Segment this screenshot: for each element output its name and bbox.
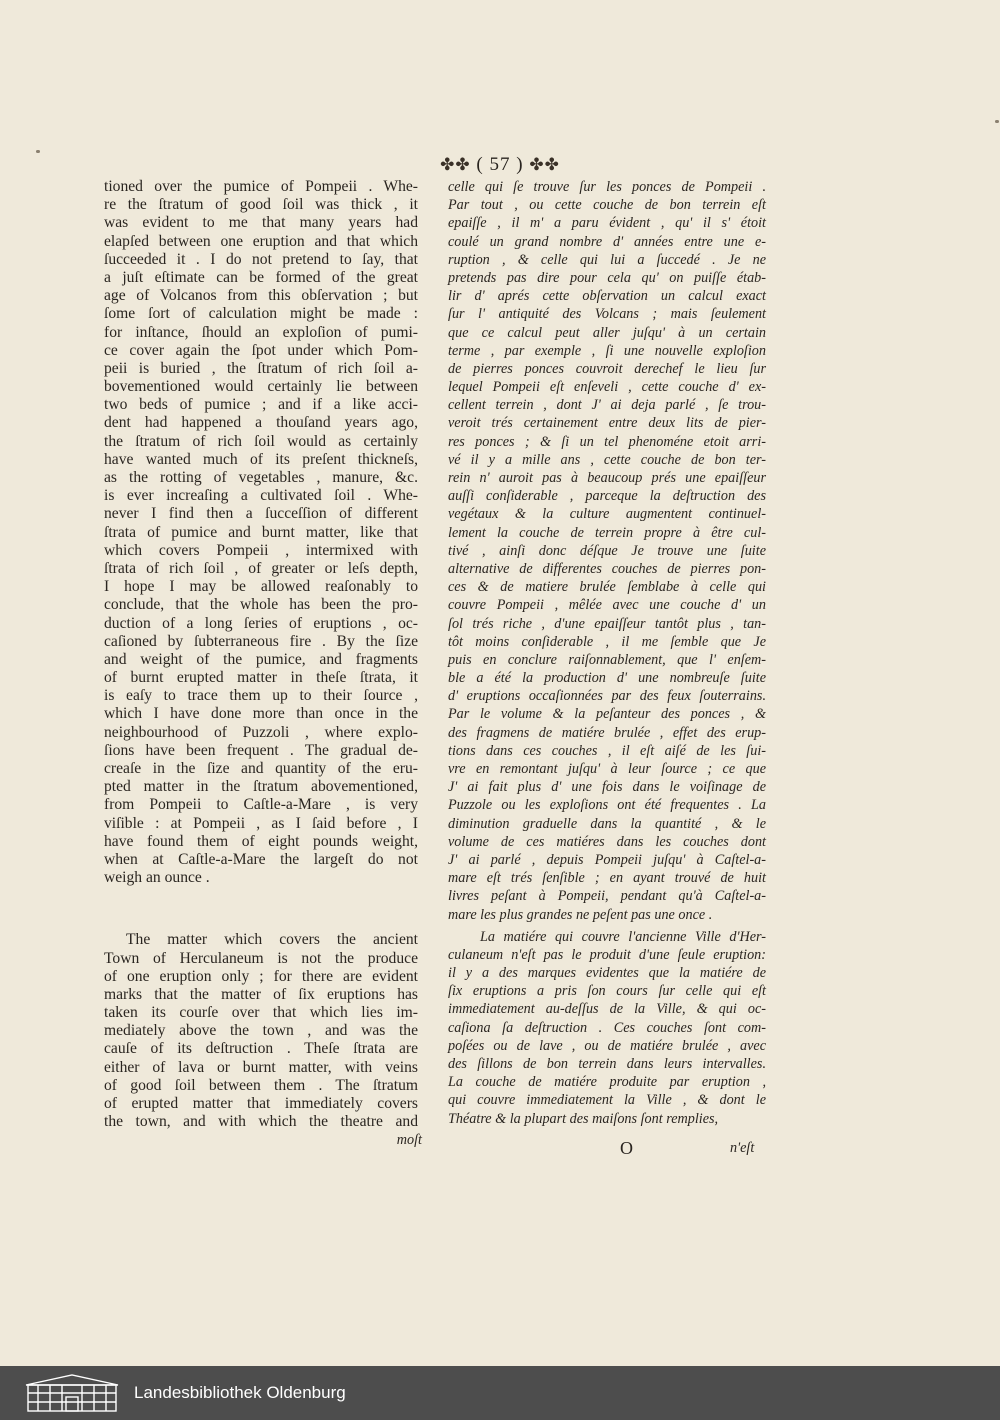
library-name: Landesbibliothek Oldenburg bbox=[134, 1383, 346, 1402]
text-line: vre en remontant juſqu' à leur ſource ; ce que bbox=[448, 761, 766, 777]
text-line: ſix eruptions a pris ſon cours ſur celle qui eſt bbox=[448, 983, 766, 1000]
text-line: a juſt eſtimate can be formed of the great bbox=[104, 268, 418, 286]
text-line: duction of a long ſeries of eruptions , oc- bbox=[104, 614, 418, 632]
text-line: which covers Pompeii , intermixed with bbox=[104, 541, 418, 559]
text-line: lir d' aprés cette obſervation un calcul exact bbox=[448, 288, 766, 305]
text-line: weigh an ounce . bbox=[104, 869, 210, 887]
text-line: vegétaux & la culture augmentent continuel- bbox=[448, 506, 766, 523]
text-line: ruption , & celle qui lui a ſuccedé . Je ne bbox=[448, 251, 766, 268]
text-line: volume de ces matiéres dans les couches dont bbox=[448, 833, 766, 850]
text-line: lement la couche de terrein propre à être cul- bbox=[448, 524, 766, 541]
text-line: Puzzole ou les exploſions ont été frequentes . La bbox=[448, 797, 766, 814]
text-line: mare eſt trés ſenſible ; en ayant trouvé de huit bbox=[448, 870, 766, 887]
french-column bbox=[448, 178, 766, 1128]
text-line: La couche de matiére produite par eruption , bbox=[448, 1074, 766, 1091]
text-line: of one eruption only ; for there are evident bbox=[104, 967, 418, 985]
text-line: caſiona ſa deſtruction . Ces couches ſont com- bbox=[448, 1019, 766, 1036]
text-line: as the rotting of vegetables , manure, &c. bbox=[104, 469, 418, 486]
text-line: ſur l' antiquité des Volcans ; mais ſeulement bbox=[448, 306, 766, 323]
text-line: from Pompeii to Caſtle-a-Mare , is very bbox=[104, 796, 418, 814]
catchword: n'eſt bbox=[730, 1140, 755, 1156]
text-line: moſt bbox=[396, 1132, 422, 1149]
ornament-left-icon: ✤ bbox=[455, 155, 471, 174]
text-line: immediatement au-deſſus de la Ville, & qui oc- bbox=[448, 1001, 766, 1018]
text-line: J' ai parlé , depuis Pompeii juſqu' à Caſtel-a- bbox=[448, 851, 766, 868]
text-line: Town of Herculaneum is not the produce bbox=[104, 949, 418, 967]
text-line: que ce calcul peut aller juſqu' à un certain bbox=[448, 324, 766, 341]
text-line: taken its courſe over that which lies im- bbox=[104, 1004, 418, 1022]
ornament-left-icon: ✤ bbox=[440, 155, 456, 174]
text-line: I hope I may be allowed reaſonably to bbox=[104, 578, 418, 596]
signature-mark: O bbox=[620, 1138, 633, 1158]
text-line: des fragmens de matiére brulée , effet des erup- bbox=[448, 724, 766, 741]
text-line: dent had happened a thouſand years ago, bbox=[104, 414, 418, 432]
text-line: diminution graduelle dans la quantité , & le bbox=[448, 815, 766, 832]
text-line: ce cover again the ſpot under which Pom- bbox=[104, 341, 418, 359]
text-line: either of lava or burnt matter, with veins bbox=[104, 1058, 418, 1076]
text-line: epaiſſe , il m' a paru évident , qu' il s' étoit bbox=[448, 215, 766, 232]
text-line: is ever increaſing a cultivated ſoil . Whe- bbox=[104, 487, 418, 505]
text-line: poſées ou de lave , ou de matiére brulée , avec bbox=[448, 1037, 766, 1054]
text-line: re the ſtratum of good ſoil was thick , it bbox=[104, 196, 418, 214]
text-line: celle qui ſe trouve ſur les ponces de Pompeii . bbox=[448, 179, 766, 195]
text-line: puis en conclure raiſonnablement, que l' enſem- bbox=[448, 651, 766, 668]
library-building-icon bbox=[22, 1373, 122, 1413]
text-line: caſioned by ſubterraneous fire . By the ſize bbox=[104, 632, 418, 650]
text-line: ſions have been frequent . The gradual de- bbox=[104, 741, 418, 759]
text-line: couvre Pompeii , mêlée avec une couche d' un bbox=[448, 597, 766, 614]
text-line: never I find then a ſucceſſion of different bbox=[104, 505, 418, 523]
text-line: ſucceeded it . I do not pretend to ſay, that bbox=[104, 250, 418, 268]
text-line: livres peſant à Pompeii, pendant qu'à Caſtel-a- bbox=[448, 888, 766, 905]
text-line: vé il y a mille ans , cette couche de bon ter- bbox=[448, 451, 766, 468]
text-line: lequel Pompeii eſt enſeveli , cette couche d' ex- bbox=[448, 379, 766, 396]
text-line: peii is buried , the ſtratum of rich ſoil a- bbox=[104, 359, 418, 377]
text-line: il y a des marques evidentes que la matiére de bbox=[448, 965, 766, 982]
text-line: res ponces ; & ſi un tel phenoméne etoit arri- bbox=[448, 433, 766, 450]
text-line: Par le volume & la peſanteur des ponces , & bbox=[448, 706, 766, 723]
text-line: tôt moins conſiderable , il me ſemble que Je bbox=[448, 633, 766, 650]
text-line: veroit trés certainement entre deux lits de pier- bbox=[448, 415, 766, 432]
text-line: is eaſy to trace them up to their ſource , bbox=[104, 687, 418, 705]
text-line: was evident to me that many years had bbox=[104, 214, 418, 232]
page-number: ( 57 ) bbox=[476, 154, 524, 175]
text-line: ſol trés riche , d'une epaiſſeur tantôt plus , tan- bbox=[448, 615, 766, 632]
ornament-right-icon: ✤ bbox=[544, 155, 560, 174]
text-line: have wanted much of its preſent thickneſs, bbox=[104, 450, 418, 468]
text-line: tioned over the pumice of Pompeii . Whe- bbox=[104, 178, 418, 195]
text-line: conclude, that the whole has been the pro- bbox=[104, 596, 418, 614]
text-line: which I have done more than once in the bbox=[104, 705, 418, 723]
text-line: bovementioned would certainly lie between bbox=[104, 378, 418, 396]
text-line: tions dans ces couches , il eſt aiſé de les ſui- bbox=[448, 742, 766, 759]
text-line: neighbourhood of Puzzoli , where explo- bbox=[104, 723, 418, 741]
text-line: ble a été la production d' une nombreuſe ſuite bbox=[448, 670, 766, 687]
text-line: viſible : at Pompeii , as I ſaid before , I bbox=[104, 814, 418, 832]
text-line: pretends pas dire pour cela qu' on puiſſe étab- bbox=[448, 269, 766, 286]
text-line: auſſi conſiderable , parceque la deſtruction des bbox=[448, 488, 766, 505]
text-line: J' ai fait plus d' une fois dans le voiſinage de bbox=[448, 779, 766, 796]
edge-speck bbox=[995, 120, 999, 123]
text-line: mare les plus grandes ne peſent pas une once . bbox=[448, 906, 713, 923]
text-line: the town, and with which the theatre and bbox=[104, 1113, 418, 1131]
text-line: cellent terrein , dont J' ai deja parlé , ſe trou- bbox=[448, 397, 766, 414]
text-line: Théatre & la plupart des maiſons ſont remplies, bbox=[448, 1110, 719, 1127]
text-line: mediately above the town , and was the bbox=[104, 1022, 418, 1040]
text-line: The matter which covers the ancient bbox=[126, 931, 418, 949]
text-line: and weight of the pumice, and fragments bbox=[104, 650, 418, 668]
ornament-right-icon: ✤ bbox=[529, 155, 545, 174]
text-line: for inſtance, ſhould an exploſion of pumi- bbox=[104, 323, 418, 341]
text-line: des ſillons de bon terrein dans leurs intervalles. bbox=[448, 1056, 766, 1072]
text-line: of good ſoil between them . The ſtratum bbox=[104, 1076, 418, 1094]
text-line: tivé , ainſi donc déſque Je trouve une ſuite bbox=[448, 542, 766, 559]
text-line: ſtrata of rich ſoil , of greater or leſs depth, bbox=[104, 559, 418, 577]
edge-speck bbox=[36, 150, 40, 153]
text-line: rein n' auroit pas à beaucoup prés une epaiſſeur bbox=[448, 470, 766, 486]
text-line: coulé un grand nombre d' années entre une e- bbox=[448, 233, 766, 250]
library-footer bbox=[0, 1366, 1000, 1420]
text-line: of burnt erupted matter in theſe ſtrata, it bbox=[104, 669, 418, 687]
text-line: of erupted matter that immediately covers bbox=[104, 1095, 418, 1112]
text-line: ſome ſort of calculation might be made : bbox=[104, 305, 418, 323]
text-line: La matiére qui couvre l'ancienne Ville d'Her- bbox=[480, 928, 766, 945]
paragraph-gap bbox=[104, 887, 418, 931]
text-line: age of Volcanos from this obſervation ; but bbox=[104, 287, 418, 305]
text-line: Par tout , ou cette couche de bon terrein eſt bbox=[448, 197, 766, 214]
text-line: the ſtratum of rich ſoil would as certainly bbox=[104, 432, 418, 450]
page-header bbox=[0, 154, 1000, 176]
text-line: ſtrata of pumice and burnt matter, like that bbox=[104, 523, 418, 541]
text-line: creaſe in the ſize and quantity of the eru- bbox=[104, 760, 418, 777]
text-line: when at Caſtle-a-Mare the largeſt do not bbox=[104, 850, 418, 868]
text-line: ces & de matiere brulée ſemblabe à celle qui bbox=[448, 579, 766, 596]
text-line: two beds of pumice ; and if a like acci- bbox=[104, 396, 418, 414]
text-line: terme , par exemple , ſi une nouvelle exploſion bbox=[448, 342, 766, 359]
text-line: elapſed between one eruption and that which bbox=[104, 232, 418, 250]
text-line: have found them of eight pounds weight, bbox=[104, 832, 418, 850]
text-line: d' eruptions occaſionnées par des feux ſouterrains. bbox=[448, 688, 766, 705]
text-line: alternative de differentes couches de pierres pon- bbox=[448, 560, 766, 577]
text-line: cauſe of its deſtruction . Theſe ſtrata are bbox=[104, 1040, 418, 1058]
text-line: marks that the matter of ſix eruptions has bbox=[104, 985, 418, 1003]
text-line: de pierres ponces couvroit derechef le lieu ſur bbox=[448, 360, 766, 377]
text-line: pted matter in the ſtratum abovementioned, bbox=[104, 778, 418, 796]
text-line: qui couvre immediatement la Ville , & dont le bbox=[448, 1092, 766, 1109]
text-line: culaneum n'eſt pas le produit d'une ſeule eruption: bbox=[448, 946, 766, 963]
english-column bbox=[104, 178, 422, 1150]
